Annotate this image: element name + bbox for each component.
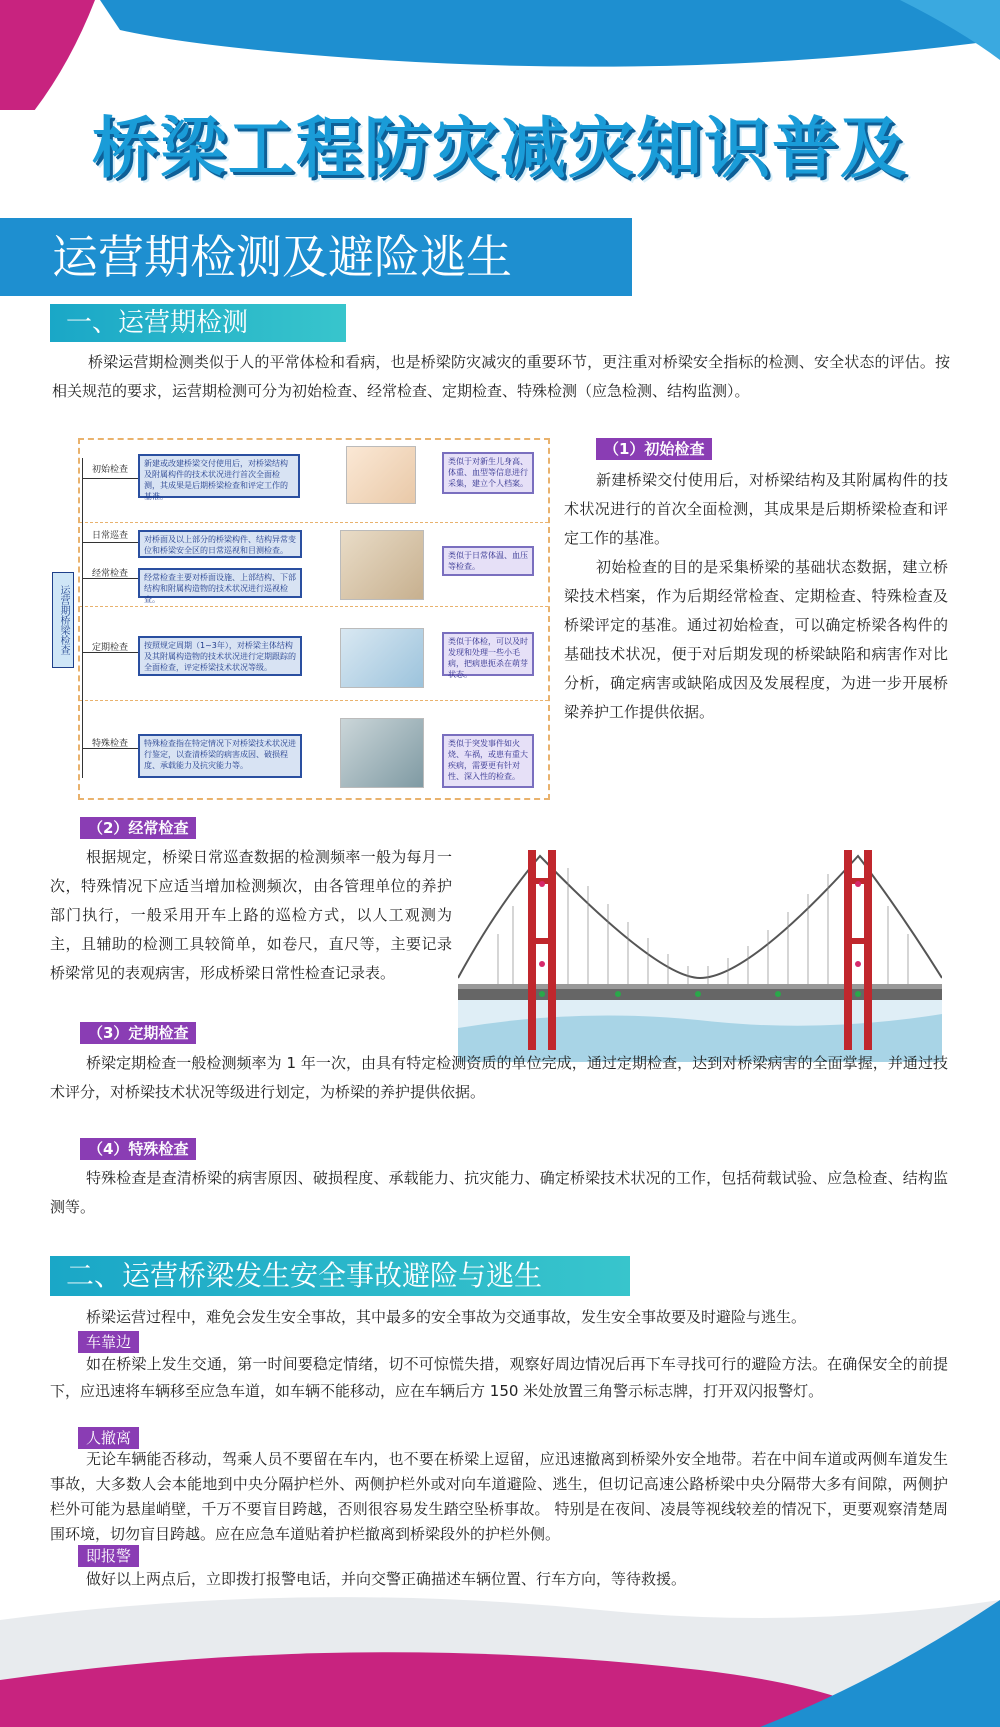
bottom-decoration <box>0 1560 1000 1727</box>
initial-p2: 初始检查的目的是采集桥梁的基础状态数据，建立桥梁技术档案，作为后期经常检查、定期检查、特殊检查及桥梁评定的基准。通过初始检查，可以确定桥梁各构件的基础技术状况，便于对后期发现的桥梁缺陷和病害作对比分析，确定病害或缺陷成因及发展程度，为进一步开展桥梁养护工作提供依据。 <box>564 558 948 721</box>
part2-intro: 桥梁运营过程中，难免会发生安全事故，其中最多的安全事故为交通事故，发生安全事故要及时避险与逃生。 <box>86 1308 807 1326</box>
diagram-note: 类似于对新生儿身高、体重、血型等信息进行采集，建立个人档案。 <box>442 452 534 494</box>
top-decoration <box>0 0 1000 110</box>
diagram-note: 类似于突发事件如火烧、车祸，或患有重大疾病，需要更有针对性、深入性的检查。 <box>442 734 534 788</box>
checkup-photo <box>340 530 424 600</box>
diagram-cat: 初始检查 <box>92 465 129 475</box>
alarm-text: 做好以上两点后，立即拨打报警电话，并向交警正确描述车辆位置、行车方向，等待救援。 <box>86 1570 687 1588</box>
icu-photo <box>340 718 424 788</box>
people-tag: 人撤离 <box>78 1427 139 1449</box>
diagram-branch <box>82 542 142 543</box>
regular-tag: （2）经常检查 <box>80 817 196 839</box>
diagram-note: 类似于体检，可以及时发现和处理一些小毛病，把病患扼杀在萌芽状态。 <box>442 632 534 676</box>
diagram-divider <box>80 606 548 607</box>
inspection-diagram <box>58 438 550 800</box>
car-tag: 车靠边 <box>78 1331 139 1353</box>
physical-exam-photo <box>340 628 424 688</box>
diagram-cat: 定期检查 <box>92 643 129 653</box>
diagram-desc: 经常检查主要对桥面设施、上部结构、下部结构和附属构造物的技术状况进行巡视检查。 <box>138 568 302 598</box>
diagram-divider <box>80 522 548 523</box>
diagram-branch <box>82 478 142 479</box>
main-title: 桥梁工程防灾减灾知识普及 <box>92 110 908 187</box>
part1-heading: 一、运营期检测 <box>50 304 346 342</box>
diagram-desc: 新建或改建桥梁交付使用后，对桥梁结构及附属构件的技术状况进行首次全面检测，其成果是后期桥梁检查和评定工作的基准。 <box>138 454 300 498</box>
periodic-tag: （3）定期检查 <box>80 1022 196 1044</box>
periodic-text: 桥梁定期检查一般检测频率为 1 年一次，由具有特定检测资质的单位完成，通过定期检查，达到对桥梁病害的全面掌握，并通过技术评分，对桥梁技术状况等级进行划定，为桥梁的养护提供依据。 <box>50 1054 948 1101</box>
diagram-desc: 按照规定周期（1~3年），对桥梁主体结构及其附属构造物的技术状况进行定期跟踪的全面检查，评定桥梁技术状况等级。 <box>138 636 302 676</box>
part1-intro: 桥梁运营期检测类似于人的平常体检和看病，也是桥梁防灾减灾的重要环节，更注重对桥梁安全指标的检测、安全状态的评估。按相关规范的要求，运营期检测可分为初始检查、经常检查、定期检查、特殊检测（应急检测、结构监测）。 <box>52 353 950 400</box>
diagram-cat: 经常检查 <box>92 569 129 579</box>
initial-tag: （1）初始检查 <box>596 438 712 460</box>
regular-text: 根据规定，桥梁日常巡查数据的检测频率一般为每月一次，特殊情况下应适当增加检测频次，由各管理单位的养护部门执行，一般采用开车上路的巡检方式，以人工观测为主，且辅助的检测工具较简单，如卷尺，直尺等，主要记录桥梁常见的表观病害，形成桥梁日常性检查记录表。 <box>50 848 452 982</box>
diagram-desc: 对桥面及以上部分的桥梁构件、结构异常变位和桥梁安全区的日常巡视和目测检查。 <box>138 530 302 558</box>
alarm-tag: 即报警 <box>78 1545 139 1567</box>
section-banner: 运营期检测及避险逃生 <box>0 218 632 296</box>
car-text: 如在桥梁上发生交通，第一时间要稳定情绪，切不可惊慌失措，观察好周边情况后再下车寻找可行的避险方法。在确保安全的前提下，应迅速将车辆移至应急车道，如车辆不能移动，应在车辆后方 150 米处放置三角警示标志牌，打开双闪报警灯。 <box>50 1355 948 1400</box>
special-tag: （4）特殊检查 <box>80 1138 196 1160</box>
part2-heading: 二、运营桥梁发生安全事故避险与逃生 <box>50 1256 630 1296</box>
baby-photo <box>346 446 416 504</box>
diagram-root: 运营期桥梁检查 <box>52 572 74 668</box>
diagram-trunk <box>82 458 83 778</box>
special-text: 特殊检查是查清桥梁的病害原因、破损程度、承载能力、抗灾能力、确定桥梁技术状况的工作，包括荷载试验、应急检查、结构监测等。 <box>50 1169 948 1216</box>
initial-p1: 新建桥梁交付使用后，对桥梁结构及其附属构件的技术状况进行的首次全面检测，其成果是后期桥梁检查和评定工作的基准。 <box>564 471 948 547</box>
bridge-illustration <box>458 838 942 1062</box>
diagram-note: 类似于日常体温、血压等检查。 <box>442 546 534 576</box>
diagram-cat: 日常巡查 <box>92 531 129 541</box>
diagram-cat: 特殊检查 <box>92 739 129 749</box>
diagram-divider <box>80 700 548 701</box>
diagram-desc: 特殊检查指在特定情况下对桥梁技术状况进行鉴定，以查清桥梁的病害成因、破损程度、承载能力及抗灾能力等。 <box>138 734 302 778</box>
people-text: 无论车辆能否移动，驾乘人员不要留在车内，也不要在桥梁上逗留，应迅速撤离到桥梁外安全地带。若在中间车道或两侧车道发生事故，大多数人会本能地到中央分隔护栏外、两侧护栏外或对向车道避险、逃生，但切记高速公路桥梁中央分隔带大多有间隙，两侧护栏外可能为悬崖峭壁，千万不要盲目跨越，否则很容易发生踏空坠桥事故。 特别是在夜间、凌晨等视线较差的情况下，更要观察清楚周围环境，切勿盲目跨越。应在应急车道贴着护栏撤离到桥梁段外的护栏外侧。 <box>50 1450 948 1543</box>
